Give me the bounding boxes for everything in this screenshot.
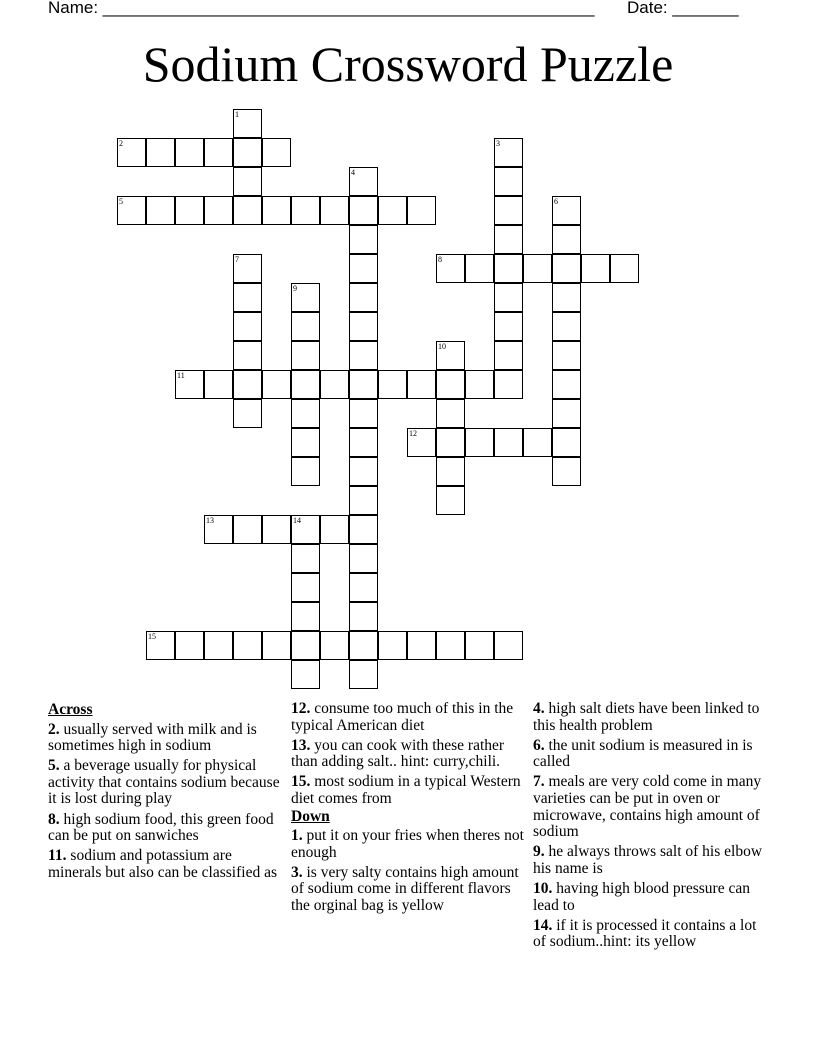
clue-down-6: 6. the unit sodium is measured in is called: [533, 736, 753, 771]
grid-cell[interactable]: [552, 254, 581, 283]
grid-cell[interactable]: [175, 370, 204, 399]
page-title: Sodium Crossword Puzzle: [142, 36, 674, 92]
grid-cell[interactable]: [175, 196, 204, 225]
clue-number: 6: [554, 197, 558, 206]
clue-number: 11: [177, 371, 185, 380]
grid-cell[interactable]: [494, 138, 523, 167]
grid-cell[interactable]: [262, 631, 291, 660]
grid-cell[interactable]: [436, 370, 465, 399]
grid-cell[interactable]: [436, 631, 465, 660]
clue-down-4: 4. high salt diets have been linked to this health problem: [533, 700, 760, 734]
grid-cell[interactable]: [291, 457, 320, 486]
grid-cell[interactable]: [523, 428, 552, 457]
grid-cell[interactable]: [610, 254, 639, 283]
grid-cell[interactable]: [291, 370, 320, 399]
grid-cell[interactable]: [407, 631, 436, 660]
grid-cell[interactable]: [291, 515, 320, 544]
clue-number: 14: [293, 516, 301, 525]
grid-cell[interactable]: [291, 573, 320, 602]
clue-down-9: 9. he always throws salt of his elbow his name is: [533, 843, 763, 877]
grid-cell[interactable]: [552, 341, 581, 370]
grid-cell[interactable]: [407, 196, 436, 225]
clue-down-3: 3. is very salty contains high amount of sodium come in different flavors the orginal bag is yellow: [291, 863, 519, 915]
grid-cell[interactable]: [349, 486, 378, 515]
clue-number: 3: [496, 139, 500, 148]
grid-cell[interactable]: [349, 428, 378, 457]
grid-cell[interactable]: [146, 631, 175, 660]
grid-cell[interactable]: [204, 196, 233, 225]
grid-cell[interactable]: [581, 254, 610, 283]
grid-cell[interactable]: [494, 341, 523, 370]
grid-cell[interactable]: [552, 370, 581, 399]
grid-cell[interactable]: [349, 225, 378, 254]
grid-cell[interactable]: [349, 167, 378, 196]
grid-cell[interactable]: [349, 544, 378, 573]
grid-cell[interactable]: [378, 196, 407, 225]
grid-cell[interactable]: [262, 370, 291, 399]
grid-cell[interactable]: [465, 631, 494, 660]
clue-number: 15: [148, 632, 156, 641]
grid-cell[interactable]: [233, 399, 262, 428]
clue-across-11: 11. sodium and potassium are minerals but also can be classified as: [48, 847, 277, 881]
clue-across-13: 13. you can cook with these rather than adding salt.. hint: curry,chili.: [291, 736, 505, 771]
grid-cell[interactable]: [320, 370, 349, 399]
grid-cell[interactable]: [552, 399, 581, 428]
down-heading: Down: [291, 807, 330, 825]
clue-number: 12: [409, 429, 417, 438]
grid-cell[interactable]: [320, 196, 349, 225]
grid-cell[interactable]: [117, 196, 146, 225]
grid-cell[interactable]: [349, 573, 378, 602]
grid-cell[interactable]: [407, 428, 436, 457]
grid-cell[interactable]: [233, 312, 262, 341]
grid-cell[interactable]: [262, 515, 291, 544]
grid-cell[interactable]: [233, 138, 262, 167]
clue-across-8: 8. high sodium food, this green food can be put on sanwiches: [48, 810, 274, 845]
grid-cell[interactable]: [175, 138, 204, 167]
grid-cell[interactable]: [291, 399, 320, 428]
across-heading: Across: [48, 701, 93, 718]
clue-number: 7: [235, 255, 239, 264]
grid-cell[interactable]: [117, 138, 146, 167]
clue-number: 5: [119, 197, 123, 206]
grid-cell[interactable]: [291, 660, 320, 689]
grid-cell[interactable]: [291, 196, 320, 225]
grid-cell[interactable]: [494, 312, 523, 341]
grid-cell[interactable]: [494, 196, 523, 225]
grid-cell[interactable]: [494, 428, 523, 457]
grid-cell[interactable]: [494, 167, 523, 196]
grid-cell[interactable]: [320, 515, 349, 544]
clue-across-12: 12. consume too much of this in the typical American diet: [291, 700, 514, 734]
grid-cell[interactable]: [407, 370, 436, 399]
clue-number: 10: [438, 342, 446, 351]
clues-column-3: [533, 701, 773, 954]
grid-cell[interactable]: [349, 602, 378, 631]
grid-cell[interactable]: [552, 428, 581, 457]
grid-cell[interactable]: [494, 370, 523, 399]
grid-cell[interactable]: [291, 631, 320, 660]
grid-cell[interactable]: [349, 399, 378, 428]
clues-column-1: [48, 701, 280, 885]
clue-down-10: 10. having high blood pressure can lead to: [533, 879, 750, 914]
grid-cell[interactable]: [552, 457, 581, 486]
grid-cell[interactable]: [436, 457, 465, 486]
clues-column-2: [291, 701, 527, 918]
grid-cell[interactable]: [436, 428, 465, 457]
clue-number: 9: [293, 284, 297, 293]
grid-cell[interactable]: [552, 283, 581, 312]
clue-number: 13: [206, 516, 214, 525]
clue-across-5: 5. a beverage usually for physical activity that contains sodium because it is lost during play: [48, 757, 280, 808]
grid-cell[interactable]: [552, 225, 581, 254]
grid-cell[interactable]: [233, 370, 262, 399]
grid-cell[interactable]: [146, 196, 175, 225]
grid-cell[interactable]: [494, 254, 523, 283]
grid-cell[interactable]: [436, 486, 465, 515]
grid-cell[interactable]: [291, 428, 320, 457]
grid-cell[interactable]: [349, 283, 378, 312]
grid-cell[interactable]: [204, 138, 233, 167]
date-field: Date: _______: [627, 0, 739, 17]
grid-cell[interactable]: [233, 341, 262, 370]
grid-cell[interactable]: [378, 370, 407, 399]
grid-cell[interactable]: [291, 312, 320, 341]
clue-number: 2: [119, 139, 123, 148]
grid-cell[interactable]: [465, 254, 494, 283]
grid-cell[interactable]: [523, 254, 552, 283]
grid-cell[interactable]: [349, 254, 378, 283]
grid-cell[interactable]: [233, 196, 262, 225]
grid-cell[interactable]: [552, 312, 581, 341]
grid-cell[interactable]: [291, 341, 320, 370]
grid-cell[interactable]: [436, 254, 465, 283]
grid-cell[interactable]: [291, 602, 320, 631]
clue-down-7: 7. meals are very cold come in many varieties can be put in oven or microwave, contains high amount of sodium: [533, 773, 762, 841]
grid-cell[interactable]: [175, 631, 204, 660]
clue-number: 1: [235, 110, 239, 119]
grid-cell[interactable]: [349, 196, 378, 225]
grid-cell[interactable]: [465, 428, 494, 457]
clue-down-14: 14. if it is processed it contains a lot of sodium..hint: its yellow: [533, 916, 757, 951]
grid-cell[interactable]: [494, 283, 523, 312]
grid-cell[interactable]: [204, 370, 233, 399]
grid-cell[interactable]: [494, 631, 523, 660]
clue-number: 8: [438, 255, 442, 264]
grid-cell[interactable]: [291, 283, 320, 312]
clue-down-1: 1. put it on your fries when theres not enough: [291, 827, 524, 861]
grid-cell[interactable]: [233, 167, 262, 196]
grid-cell[interactable]: [349, 631, 378, 660]
grid-cell[interactable]: [378, 631, 407, 660]
name-field: Name: ____________________________________________________: [48, 0, 595, 17]
clue-number: 4: [351, 168, 355, 177]
grid-cell[interactable]: [494, 225, 523, 254]
clue-across-2: 2. usually served with milk and is sometimes high in sodium: [48, 720, 257, 755]
grid-cell[interactable]: [233, 254, 262, 283]
grid-cell[interactable]: [320, 631, 349, 660]
grid-cell[interactable]: [349, 457, 378, 486]
grid-cell[interactable]: [291, 544, 320, 573]
grid-cell[interactable]: [436, 341, 465, 370]
grid-cell[interactable]: [465, 370, 494, 399]
grid-cell[interactable]: [233, 631, 262, 660]
grid-cell[interactable]: [262, 196, 291, 225]
grid-cell[interactable]: [262, 138, 291, 167]
grid-cell[interactable]: [436, 399, 465, 428]
grid-cell[interactable]: [349, 341, 378, 370]
grid-cell[interactable]: [233, 109, 262, 138]
grid-cell[interactable]: [204, 631, 233, 660]
grid-cell[interactable]: [349, 515, 378, 544]
grid-cell[interactable]: [552, 196, 581, 225]
grid-cell[interactable]: [204, 515, 233, 544]
grid-cell[interactable]: [146, 138, 175, 167]
grid-cell[interactable]: [349, 312, 378, 341]
grid-cell[interactable]: [349, 660, 378, 689]
clue-across-15: 15. most sodium in a typical Western diet comes from: [291, 773, 521, 807]
grid-cell[interactable]: [349, 370, 378, 399]
grid-cell[interactable]: [233, 515, 262, 544]
grid-cell[interactable]: [233, 283, 262, 312]
